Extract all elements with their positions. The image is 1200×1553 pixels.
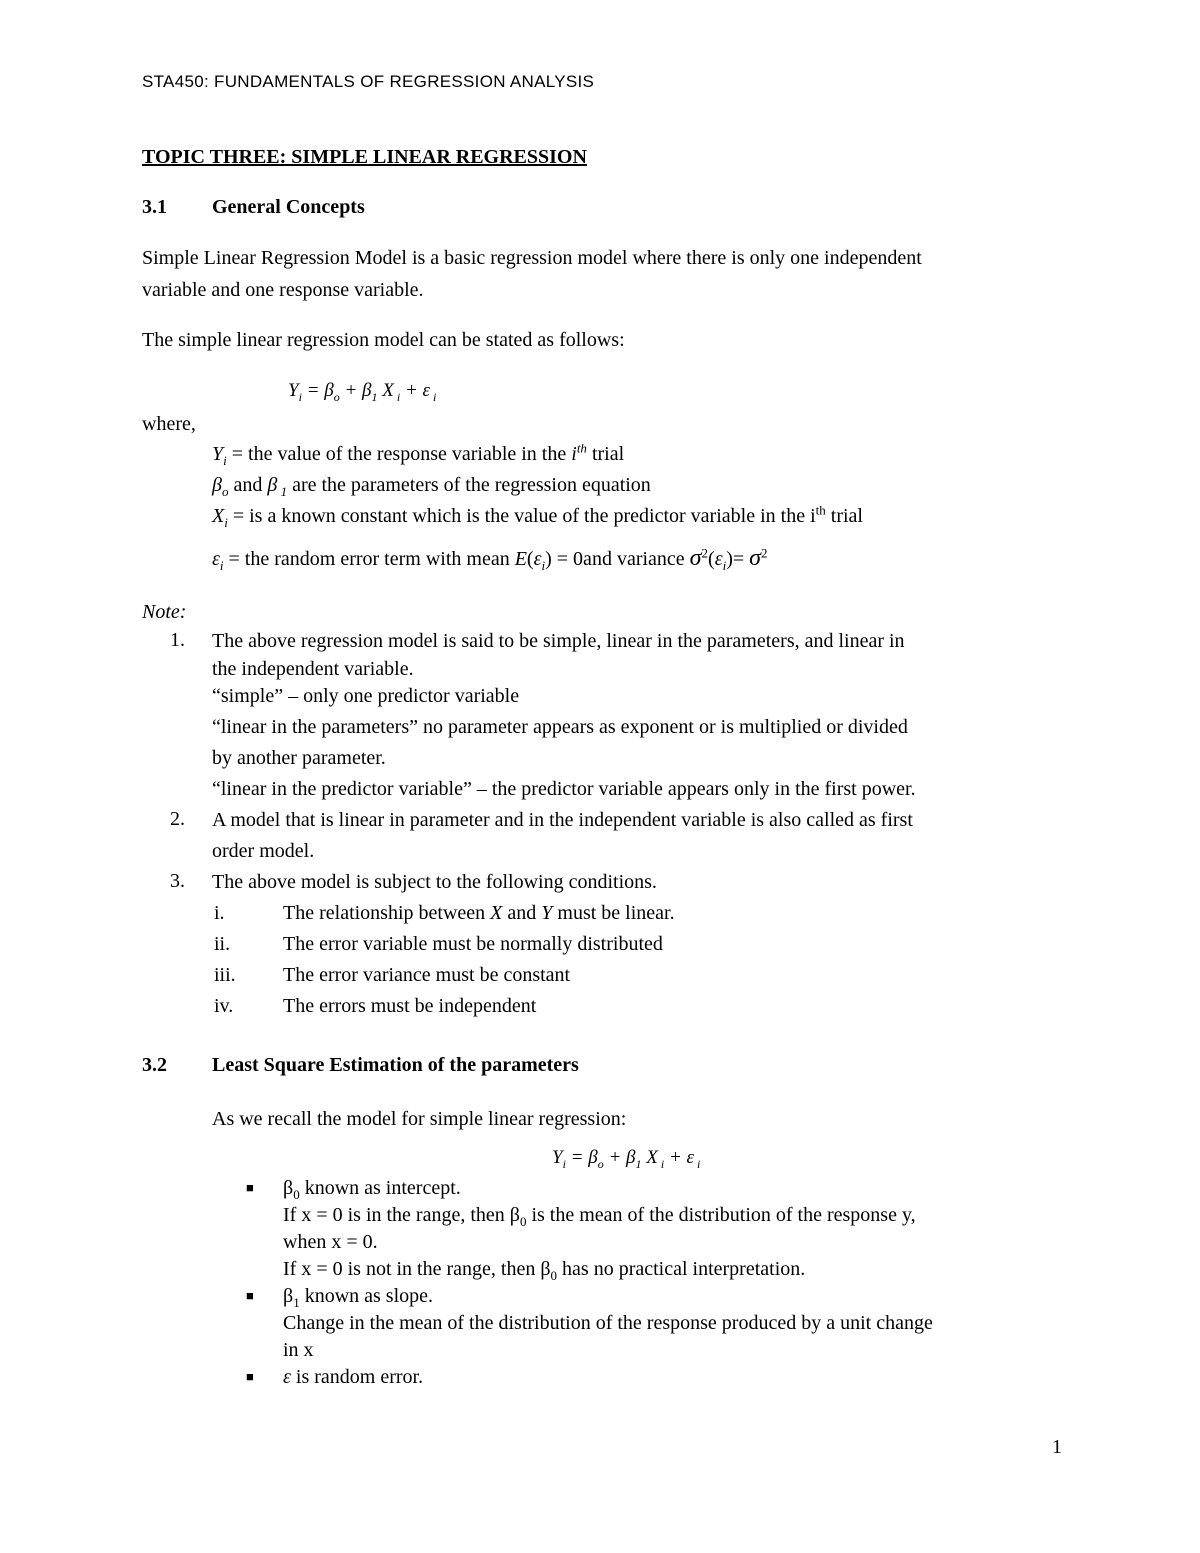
paragraph-line: variable and one response variable. — [142, 279, 424, 301]
note-number: 1. — [170, 629, 185, 651]
note-line: The above model is subject to the following conditions. — [212, 871, 657, 893]
bullet-line: $\beta_0$ known as intercept. — [283, 1177, 461, 1202]
bullet-line: when x = 0. — [283, 1231, 378, 1253]
paragraph-line: Simple Linear Regression Model is a basic regression model where there is only one independent — [142, 247, 922, 269]
note-line: A model that is linear in parameter and in the independent variable is also called as first — [212, 809, 913, 831]
section-heading-3-2: Least Square Estimation of the parameters — [212, 1054, 579, 1076]
note-number: 3. — [170, 870, 185, 892]
where-label: where, — [142, 413, 196, 435]
bullet-line: ε is random error. — [283, 1366, 424, 1388]
note-line: “linear in the predictor variable” – the predictor variable appears only in the first power. — [212, 778, 916, 800]
topic-title: TOPIC THREE: SIMPLE LINEAR REGRESSION — [142, 146, 587, 168]
bullet-square-icon: ■ — [246, 1369, 254, 1384]
section-number-3-2: 3.2 — [142, 1054, 167, 1076]
note-line: The above regression model is said to be simple, linear in the parameters, and linear in — [212, 630, 905, 652]
page-number: 1 — [1052, 1436, 1062, 1458]
definition-y: $Y_i$ = the value of the response variable in the $i^{th}$ trial — [212, 440, 625, 468]
bullet-line: Change in the mean of the distribution of the response produced by a unit change — [283, 1312, 933, 1334]
bullet-line: in x — [283, 1339, 314, 1361]
note-line: the independent variable. — [212, 658, 414, 680]
bullet-line: $\beta_1$ known as slope. — [283, 1285, 434, 1310]
condition-number: ii. — [214, 933, 231, 955]
paragraph-line: The simple linear regression model can be stated as follows: — [142, 329, 625, 351]
condition-text: The error variable must be normally distributed — [283, 933, 663, 955]
note-line: order model. — [212, 840, 315, 862]
section-number-3-1: 3.1 — [142, 196, 167, 218]
condition-text: The relationship between X and Y must be linear. — [283, 902, 675, 924]
condition-number: iv. — [214, 995, 234, 1017]
bullet-square-icon: ■ — [246, 1288, 254, 1303]
note-number: 2. — [170, 808, 185, 830]
definition-epsilon: $\varepsilon_i$ = the random error term with mean $E(\varepsilon_i) = 0and$ variance $\sigma^2(\varepsilon_i)= \sigma^2$ — [212, 545, 768, 573]
note-line: “linear in the parameters” no parameter appears as exponent or is multiplied or divided — [212, 716, 908, 738]
condition-number: iii. — [214, 964, 236, 986]
running-header: STA450: FUNDAMENTALS OF REGRESSION ANALYSIS — [142, 72, 595, 91]
bullet-line: If x = 0 is not in the range, then $\beta_0$ has no practical interpretation. — [283, 1258, 806, 1283]
regression-equation-recall: $Y_i = \beta_o + \beta_1$ X $_i$ + ε $_i$ — [552, 1147, 701, 1171]
condition-text: The errors must be independent — [283, 995, 537, 1017]
note-line: “simple” – only one predictor variable — [212, 685, 520, 707]
section-heading-3-1: General Concepts — [212, 196, 365, 218]
regression-equation: $Y_i = \beta_o + \beta_1$ X $_i$ + ε $_i$ — [288, 380, 437, 404]
paragraph-line: As we recall the model for simple linear regression: — [212, 1108, 627, 1130]
bullet-line: If x = 0 is in the range, then $\beta_0$ is the mean of the distribution of the response y, — [283, 1204, 916, 1229]
condition-text: The error variance must be constant — [283, 964, 571, 986]
condition-number: i. — [214, 902, 225, 924]
definition-beta: $\beta_o$ and β $_1$ are the parameters of the regression equation — [212, 474, 651, 499]
definition-x: $X_i$ = is a known constant which is the value of the predictor variable in the $i^{th}$ trial — [212, 502, 863, 530]
note-line: by another parameter. — [212, 747, 386, 769]
note-label: Note: — [142, 601, 187, 623]
bullet-square-icon: ■ — [246, 1180, 254, 1195]
